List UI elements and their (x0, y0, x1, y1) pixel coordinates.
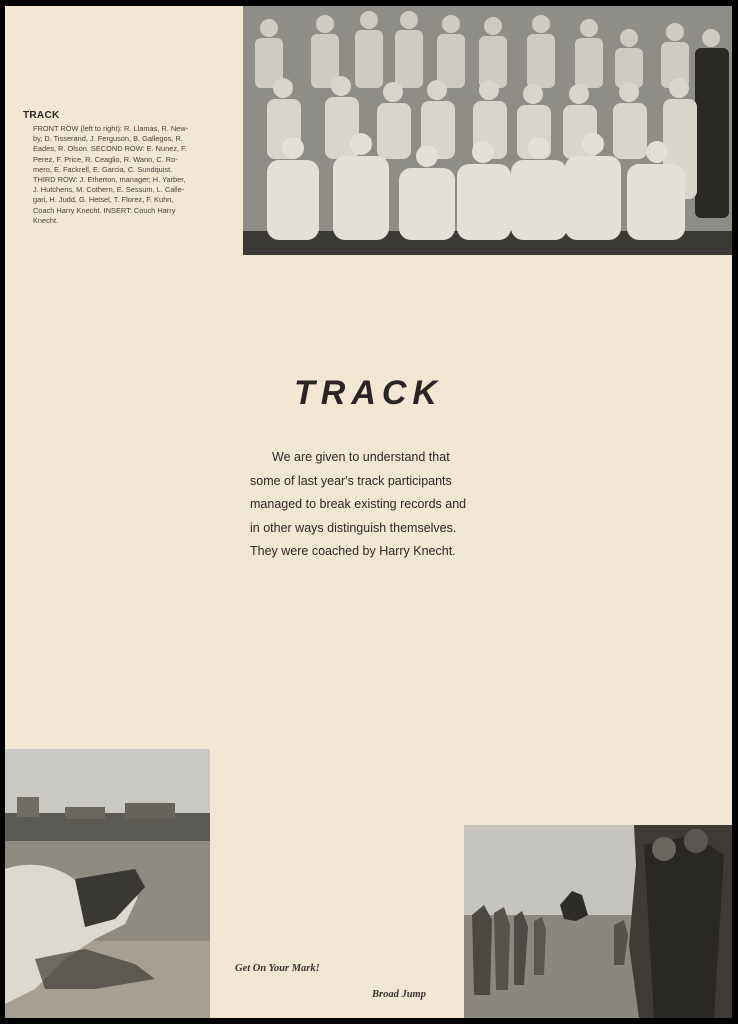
broad-jump-photo (464, 825, 732, 1018)
page-title: TRACK (294, 374, 443, 412)
caption-line: gari, H. Judd, G. Hetsel, T. Florez, F. Kuhn, (33, 195, 174, 205)
caption-get-on-your-mark: Get On Your Mark! (235, 963, 320, 974)
get-on-your-mark-photo (5, 749, 210, 1018)
team-photo (243, 6, 732, 255)
intro-line: managed to break existing records and (250, 497, 467, 511)
caption-broad-jump: Broad Jump (372, 989, 426, 1000)
caption-line: FRONT ROW (left to right): R. Llamas, R. New- (33, 124, 189, 133)
caption-text (33, 124, 229, 226)
caption-line: by, D. Tisserand, J. Ferguson, B. Gallegos, R. (33, 134, 183, 144)
intro-line: We are given to understand that (272, 450, 450, 464)
yearbook-page (5, 6, 732, 1018)
intro-line: They were coached by Harry Knecht. (250, 544, 456, 558)
intro-line: in other ways distinguish themselves. (250, 520, 457, 535)
intro-line: some of last year's track participants (250, 473, 452, 488)
caption-line: Coach Harry Knecht. INSERT: Couch Harry (33, 205, 176, 215)
caption-line: THIRD ROW: J. Etherton, manager; H. Yarber, (33, 175, 186, 185)
caption-line: Perez, F. Price, R. Ceaglio, R. Wann, C. Ro- (33, 154, 178, 164)
caption-line: J. Hutchens, M. Cothern, E. Sessum, L. Calle- (33, 185, 185, 195)
caption-line: Eades, R. Olson. SECOND ROW: E. Nunez, F. (33, 144, 187, 154)
caption-line: mero, E. Fackrell, E. Garcia, C. Sundquist. (33, 164, 173, 174)
caption-line: Knecht. (33, 215, 59, 225)
caption-title: TRACK (23, 110, 60, 121)
intro-paragraph (250, 446, 512, 564)
